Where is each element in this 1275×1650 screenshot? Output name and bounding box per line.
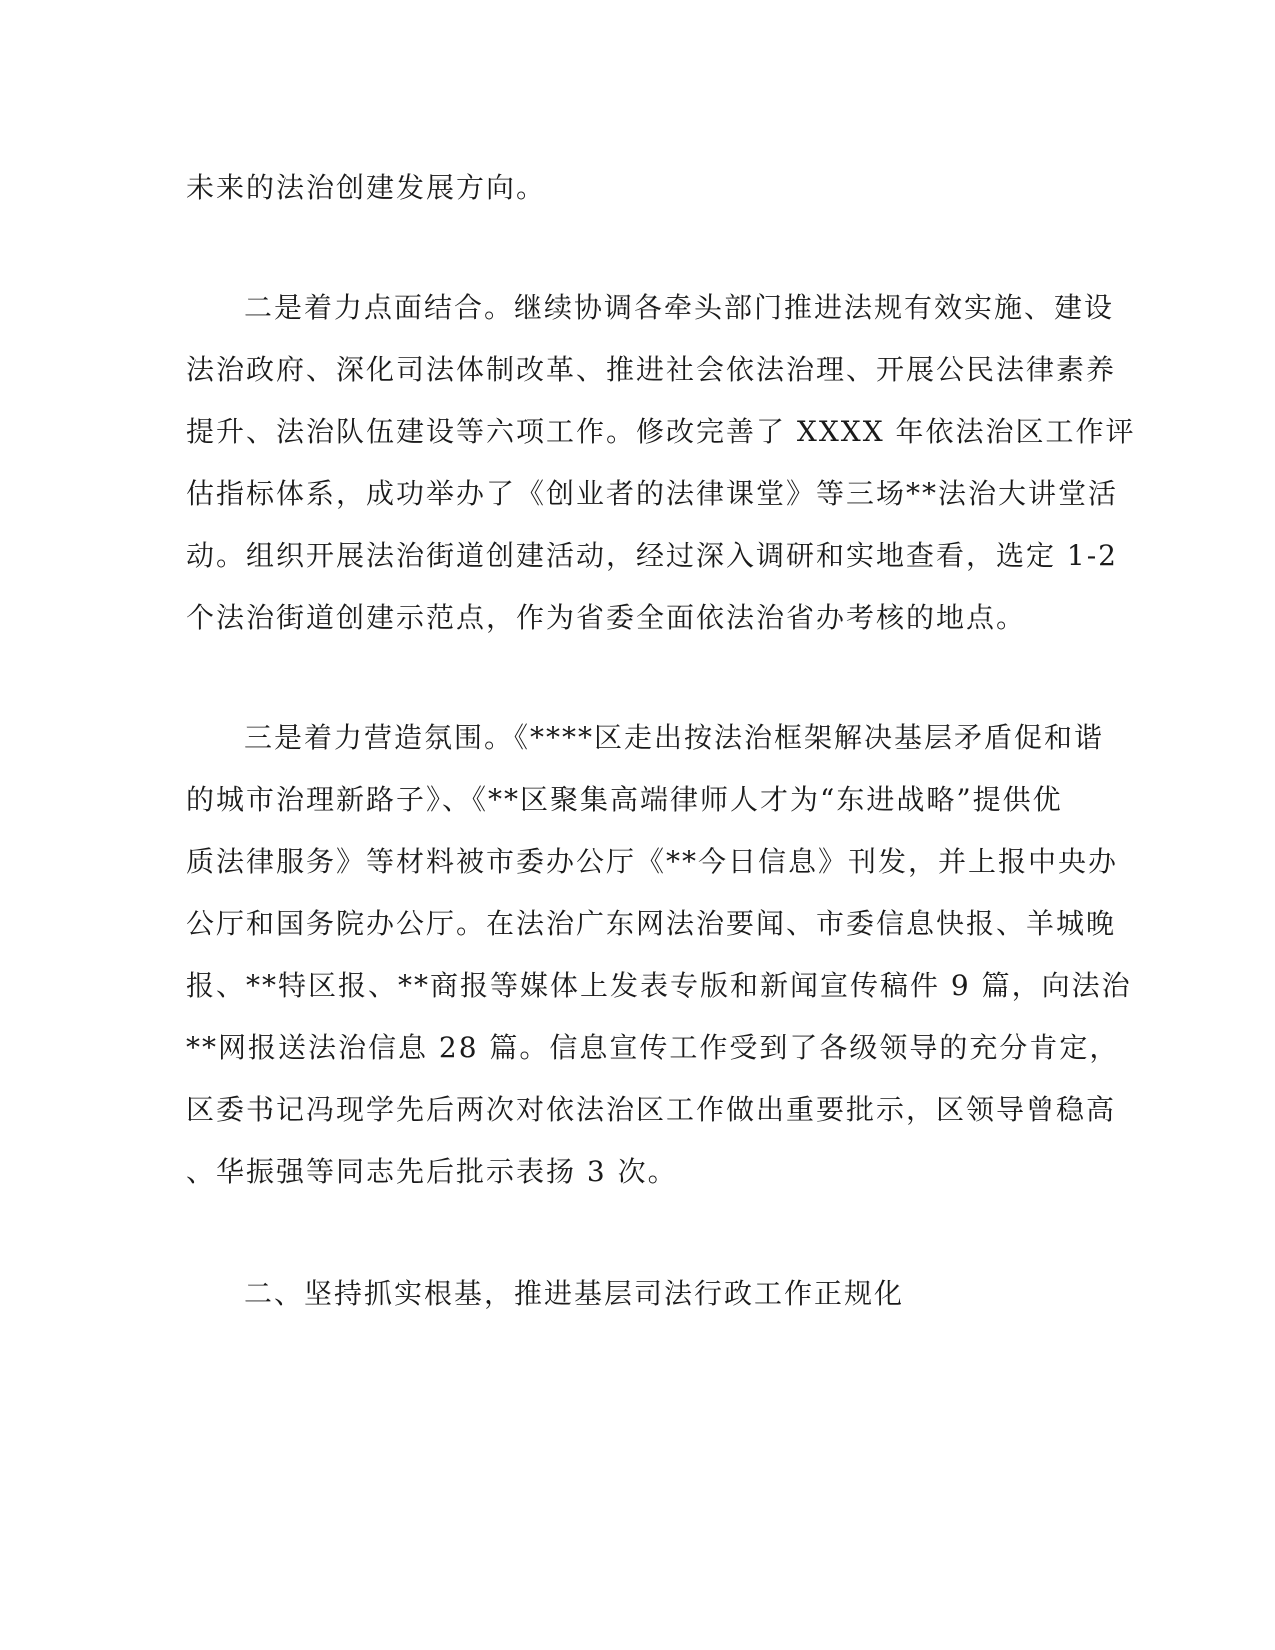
paragraph-line: 未来的法治创建发展方向。 [186,171,547,204]
paragraph-line: **网报送法治信息 28 篇。信息宣传工作受到了各级领导的充分肯定， [186,1031,1120,1064]
paragraph-line: 区委书记冯现学先后两次对依法治区工作做出重要批示，区领导曾稳高 [186,1093,1117,1126]
paragraph-line: 二是着力点面结合。继续协调各牵头部门推进法规有效实施、建设 [244,291,1115,324]
paragraph-line: 、华振强等同志先后批示表扬 3 次。 [186,1155,678,1188]
paragraph-line: 动。组织开展法治街道创建活动，经过深入调研和实地查看，选定 1-2 [186,539,1118,572]
section-heading: 二、坚持抓实根基，推进基层司法行政工作正规化 [244,1277,905,1310]
paragraph-line: 的城市治理新路子》、《**区聚集高端律师人才为“东进战略”提供优 [186,783,1063,816]
paragraph-line: 质法律服务》等材料被市委办公厅《**今日信息》刊发，并上报中央办 [186,845,1119,878]
paragraph-line: 提升、法治队伍建设等六项工作。修改完善了 XXXX 年依法治区工作评 [186,415,1136,448]
paragraph-line: 报、**特区报、**商报等媒体上发表专版和新闻宣传稿件 9 篇，向法治 [186,969,1132,1002]
paragraph-line: 三是着力营造氛围。《****区走出按法治框架解决基层矛盾促和谐 [244,721,1105,754]
paragraph-line: 估指标体系，成功举办了《创业者的法律课堂》等三场**法治大讲堂活 [186,477,1119,510]
paragraph-line: 法治政府、深化司法体制改革、推进社会依法治理、开展公民法律素养 [186,353,1117,386]
paragraph-line: 公厅和国务院办公厅。在法治广东网法治要闻、市委信息快报、羊城晚 [186,907,1117,940]
paragraph-line: 个法治街道创建示范点，作为省委全面依法治省办考核的地点。 [186,601,1027,634]
